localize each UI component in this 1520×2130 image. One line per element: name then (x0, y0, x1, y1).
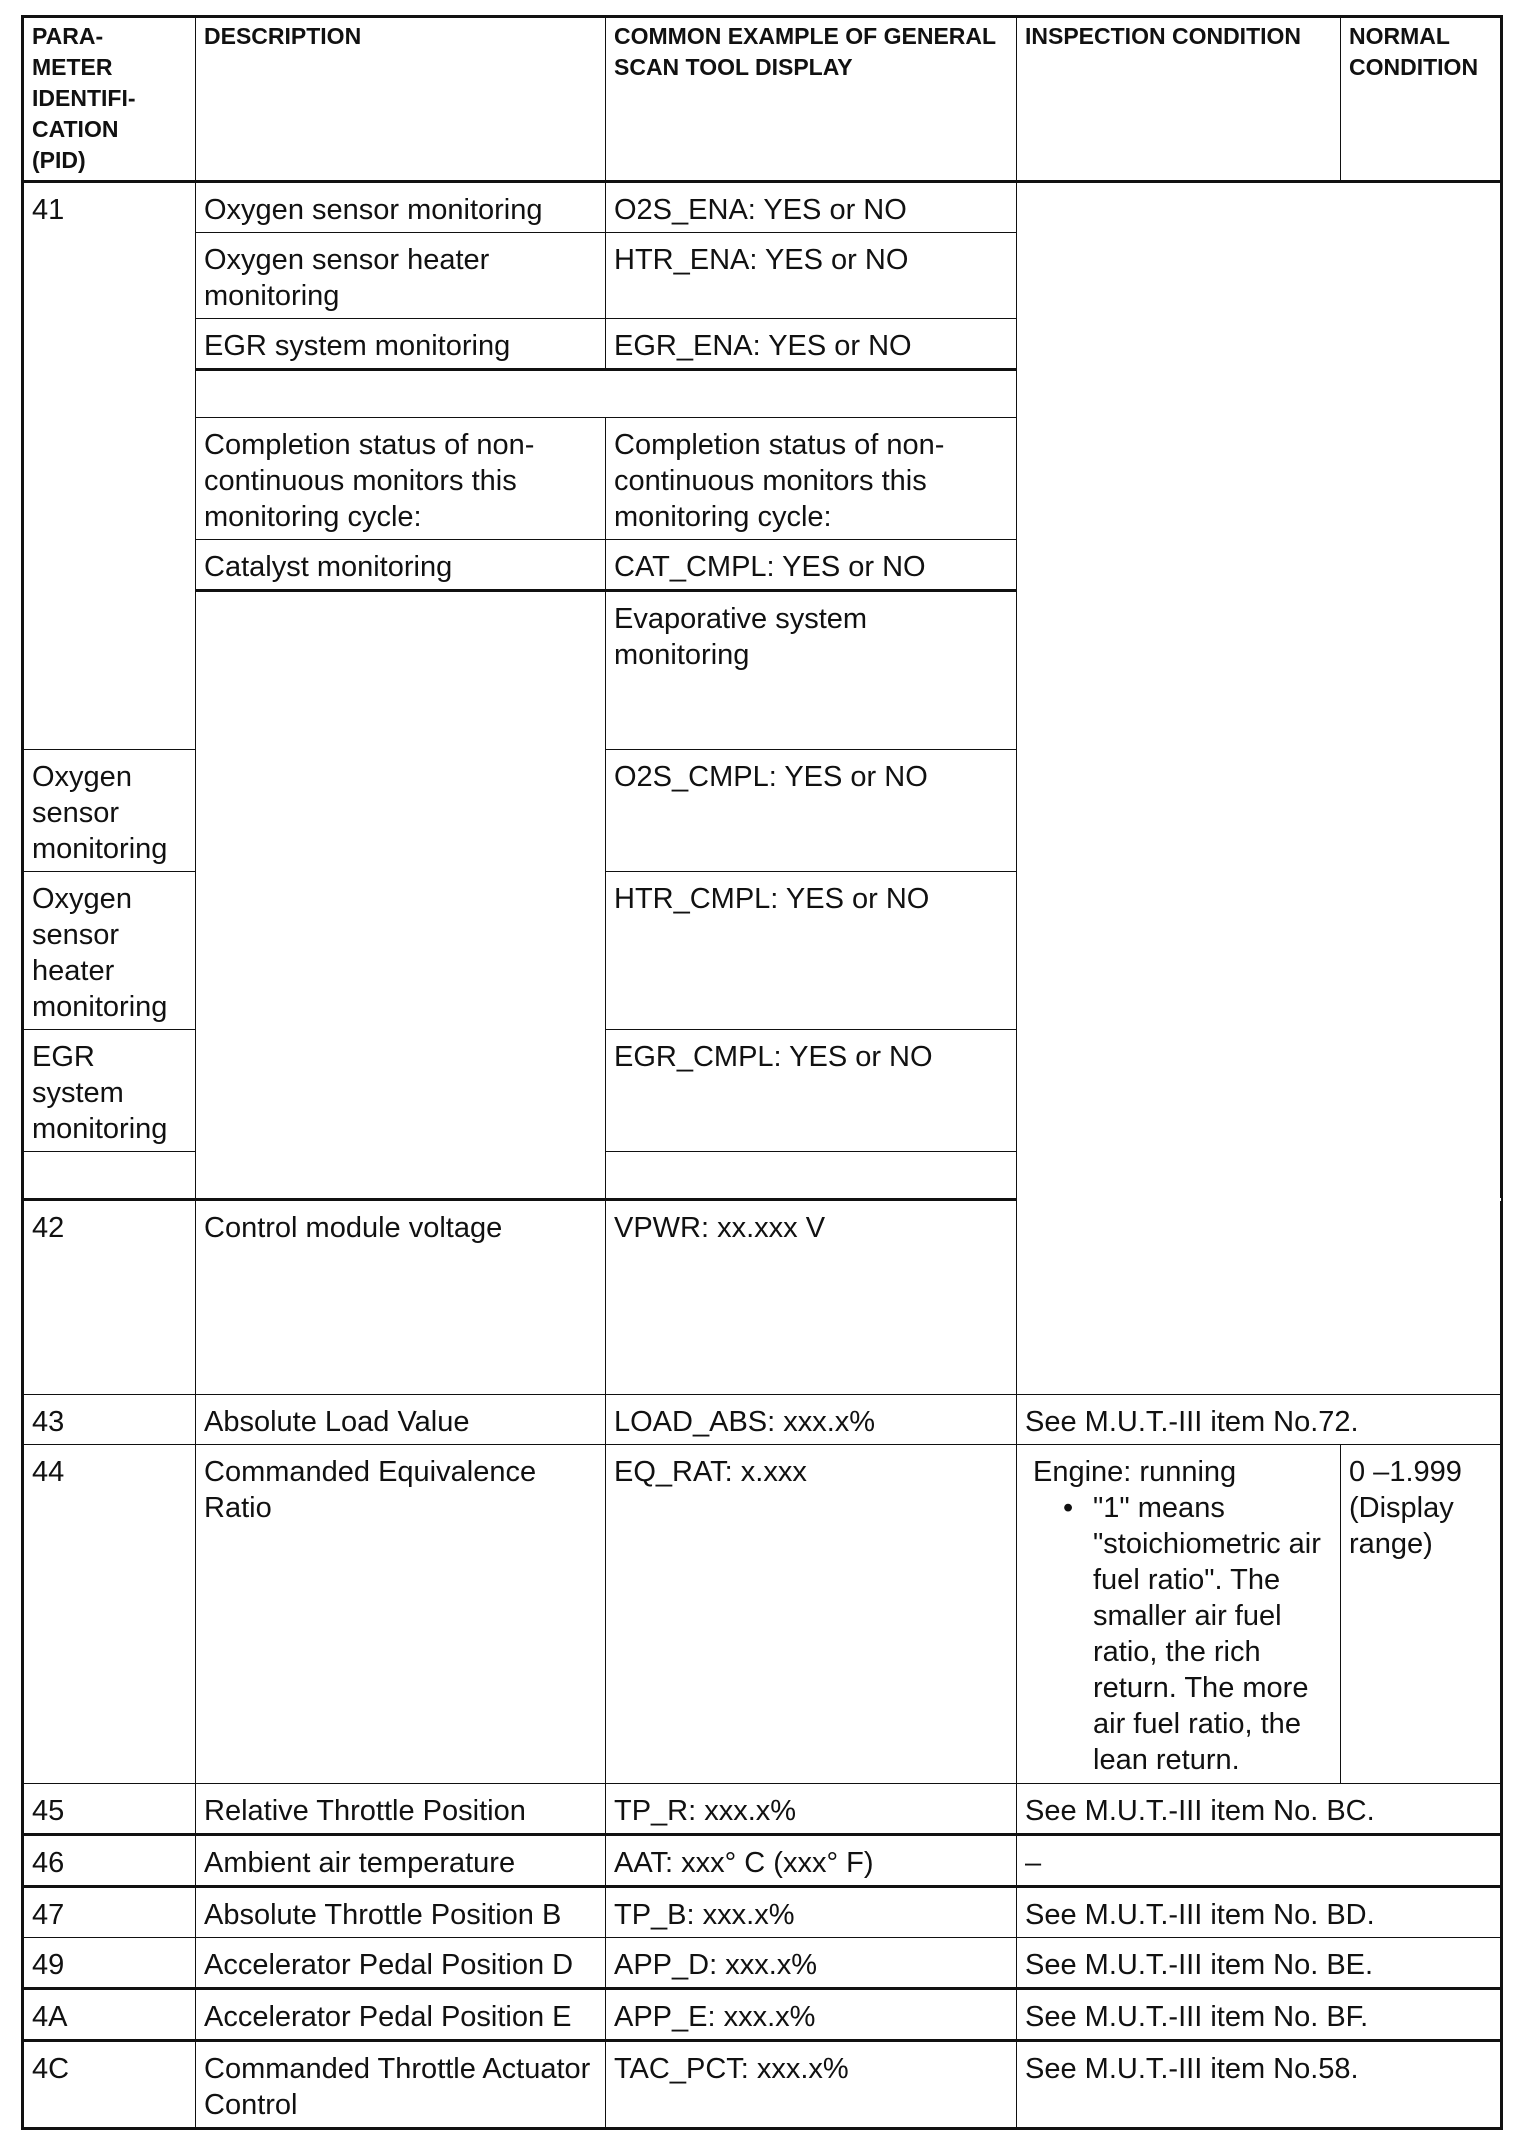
table-row (23, 1395, 1502, 1445)
example-cell: TP_R: xxx.x% (606, 1784, 1017, 1835)
pid-cell: 44 (23, 1445, 196, 1784)
bullet-item (1063, 1490, 1332, 1778)
table-row (23, 182, 1502, 233)
blank-cell (23, 1152, 606, 1200)
pid-cell: 41 (23, 182, 196, 750)
description-cell: Absolute Throttle Position B (196, 1887, 606, 1938)
normal-condition-cell: 0 –1.999 (Display range) (1341, 1445, 1502, 1784)
header-row (23, 17, 1502, 182)
blank-cell (196, 370, 1017, 418)
table-row (23, 1835, 1502, 1887)
inspection-cell: See M.U.T.-III item No. BE. (1017, 1938, 1502, 1989)
example-cell: TP_B: xxx.x% (606, 1887, 1017, 1938)
description-cell: Completion status of non-continuous monitors this monitoring cycle: (196, 418, 606, 540)
table-row (23, 1989, 1502, 2041)
table-row (23, 1784, 1502, 1835)
inspection-cell: See M.U.T.-III item No.72. (1017, 1395, 1502, 1445)
header-description: DESCRIPTION (196, 17, 606, 182)
inspection-cell: – (1017, 1835, 1502, 1887)
description-cell: Absolute Load Value (196, 1395, 606, 1445)
table-row (23, 1887, 1502, 1938)
pid-cell: 42 (23, 1200, 196, 1395)
header-example: COMMON EXAMPLE OF GENERAL SCAN TOOL DISPLAY (606, 17, 1017, 182)
description-cell: EGR system monitoring (23, 1030, 196, 1152)
header-pid: PARA- METER IDENTIFI- CATION (PID) (23, 17, 196, 182)
inspection-cell (1017, 1445, 1341, 1784)
example-cell: EGR_ENA: YES or NO (606, 319, 1017, 370)
inspection-cell: See M.U.T.-III item No. BC. (1017, 1784, 1502, 1835)
example-cell: LOAD_ABS: xxx.x% (606, 1395, 1017, 1445)
inspection-cell: See M.U.T.-III item No.58. (1017, 2041, 1502, 2129)
bullet-text: "1" means "stoichiometric air fuel ratio". The smaller air fuel ratio, the rich return. The more air fuel ratio, the lean return. (1093, 1492, 1321, 1776)
header-normal: NORMAL CONDITION (1341, 17, 1502, 182)
example-cell: CAT_CMPL: YES or NO (606, 540, 1017, 591)
inspection-condition-text: Engine: running (1033, 1456, 1237, 1488)
example-cell: TAC_PCT: xxx.x% (606, 2041, 1017, 2129)
description-cell: Control module voltage (196, 1200, 606, 1395)
example-cell: O2S_ENA: YES or NO (606, 182, 1017, 233)
example-cell: APP_D: xxx.x% (606, 1938, 1017, 1989)
pid-cell: 4C (23, 2041, 196, 2129)
inspection-cell: See M.U.T.-III item No. BD. (1017, 1887, 1502, 1938)
description-cell: Evaporative system monitoring (606, 591, 1017, 750)
pid-cell: 4A (23, 1989, 196, 2041)
bullet-icon: • (1063, 1492, 1074, 1524)
description-cell: Oxygen sensor heater monitoring (196, 233, 606, 319)
description-cell: Relative Throttle Position (196, 1784, 606, 1835)
example-cell: HTR_ENA: YES or NO (606, 233, 1017, 319)
pid-cell: 43 (23, 1395, 196, 1445)
example-cell: HTR_CMPL: YES or NO (606, 872, 1017, 1030)
example-cell: APP_E: xxx.x% (606, 1989, 1017, 2041)
pid-cell: 46 (23, 1835, 196, 1887)
example-cell: O2S_CMPL: YES or NO (606, 750, 1017, 872)
pid-cell-continued (196, 591, 606, 1200)
description-cell: Commanded Throttle Actuator Control (196, 2041, 606, 2129)
table-row (23, 1938, 1502, 1989)
description-cell: Accelerator Pedal Position E (196, 1989, 606, 2041)
example-cell: EGR_CMPL: YES or NO (606, 1030, 1017, 1152)
description-cell: Oxygen sensor monitoring (23, 750, 196, 872)
pid-cell: 49 (23, 1938, 196, 1989)
table-row (23, 1445, 1502, 1784)
description-cell: EGR system monitoring (196, 319, 606, 370)
example-cell: AAT: xxx° C (xxx° F) (606, 1835, 1017, 1887)
description-cell: Catalyst monitoring (196, 540, 606, 591)
header-inspection: INSPECTION CONDITION (1017, 17, 1341, 182)
pid-cell: 45 (23, 1784, 196, 1835)
description-cell: Commanded Equivalence Ratio (196, 1445, 606, 1784)
inspection-cell: See M.U.T.-III item No. BF. (1017, 1989, 1502, 2041)
pid-parameter-table (21, 15, 1503, 2130)
example-cell: Completion status of non-continuous monitors this monitoring cycle: (606, 418, 1017, 540)
example-cell: EQ_RAT: x.xxx (606, 1445, 1017, 1784)
empty-inspection-cell (1017, 182, 1502, 1395)
table-row (23, 2041, 1502, 2129)
description-cell: Oxygen sensor heater monitoring (23, 872, 196, 1030)
pid-cell: 47 (23, 1887, 196, 1938)
example-cell: VPWR: xx.xxx V (606, 1200, 1017, 1395)
description-cell: Accelerator Pedal Position D (196, 1938, 606, 1989)
description-cell: Oxygen sensor monitoring (196, 182, 606, 233)
description-cell: Ambient air temperature (196, 1835, 606, 1887)
